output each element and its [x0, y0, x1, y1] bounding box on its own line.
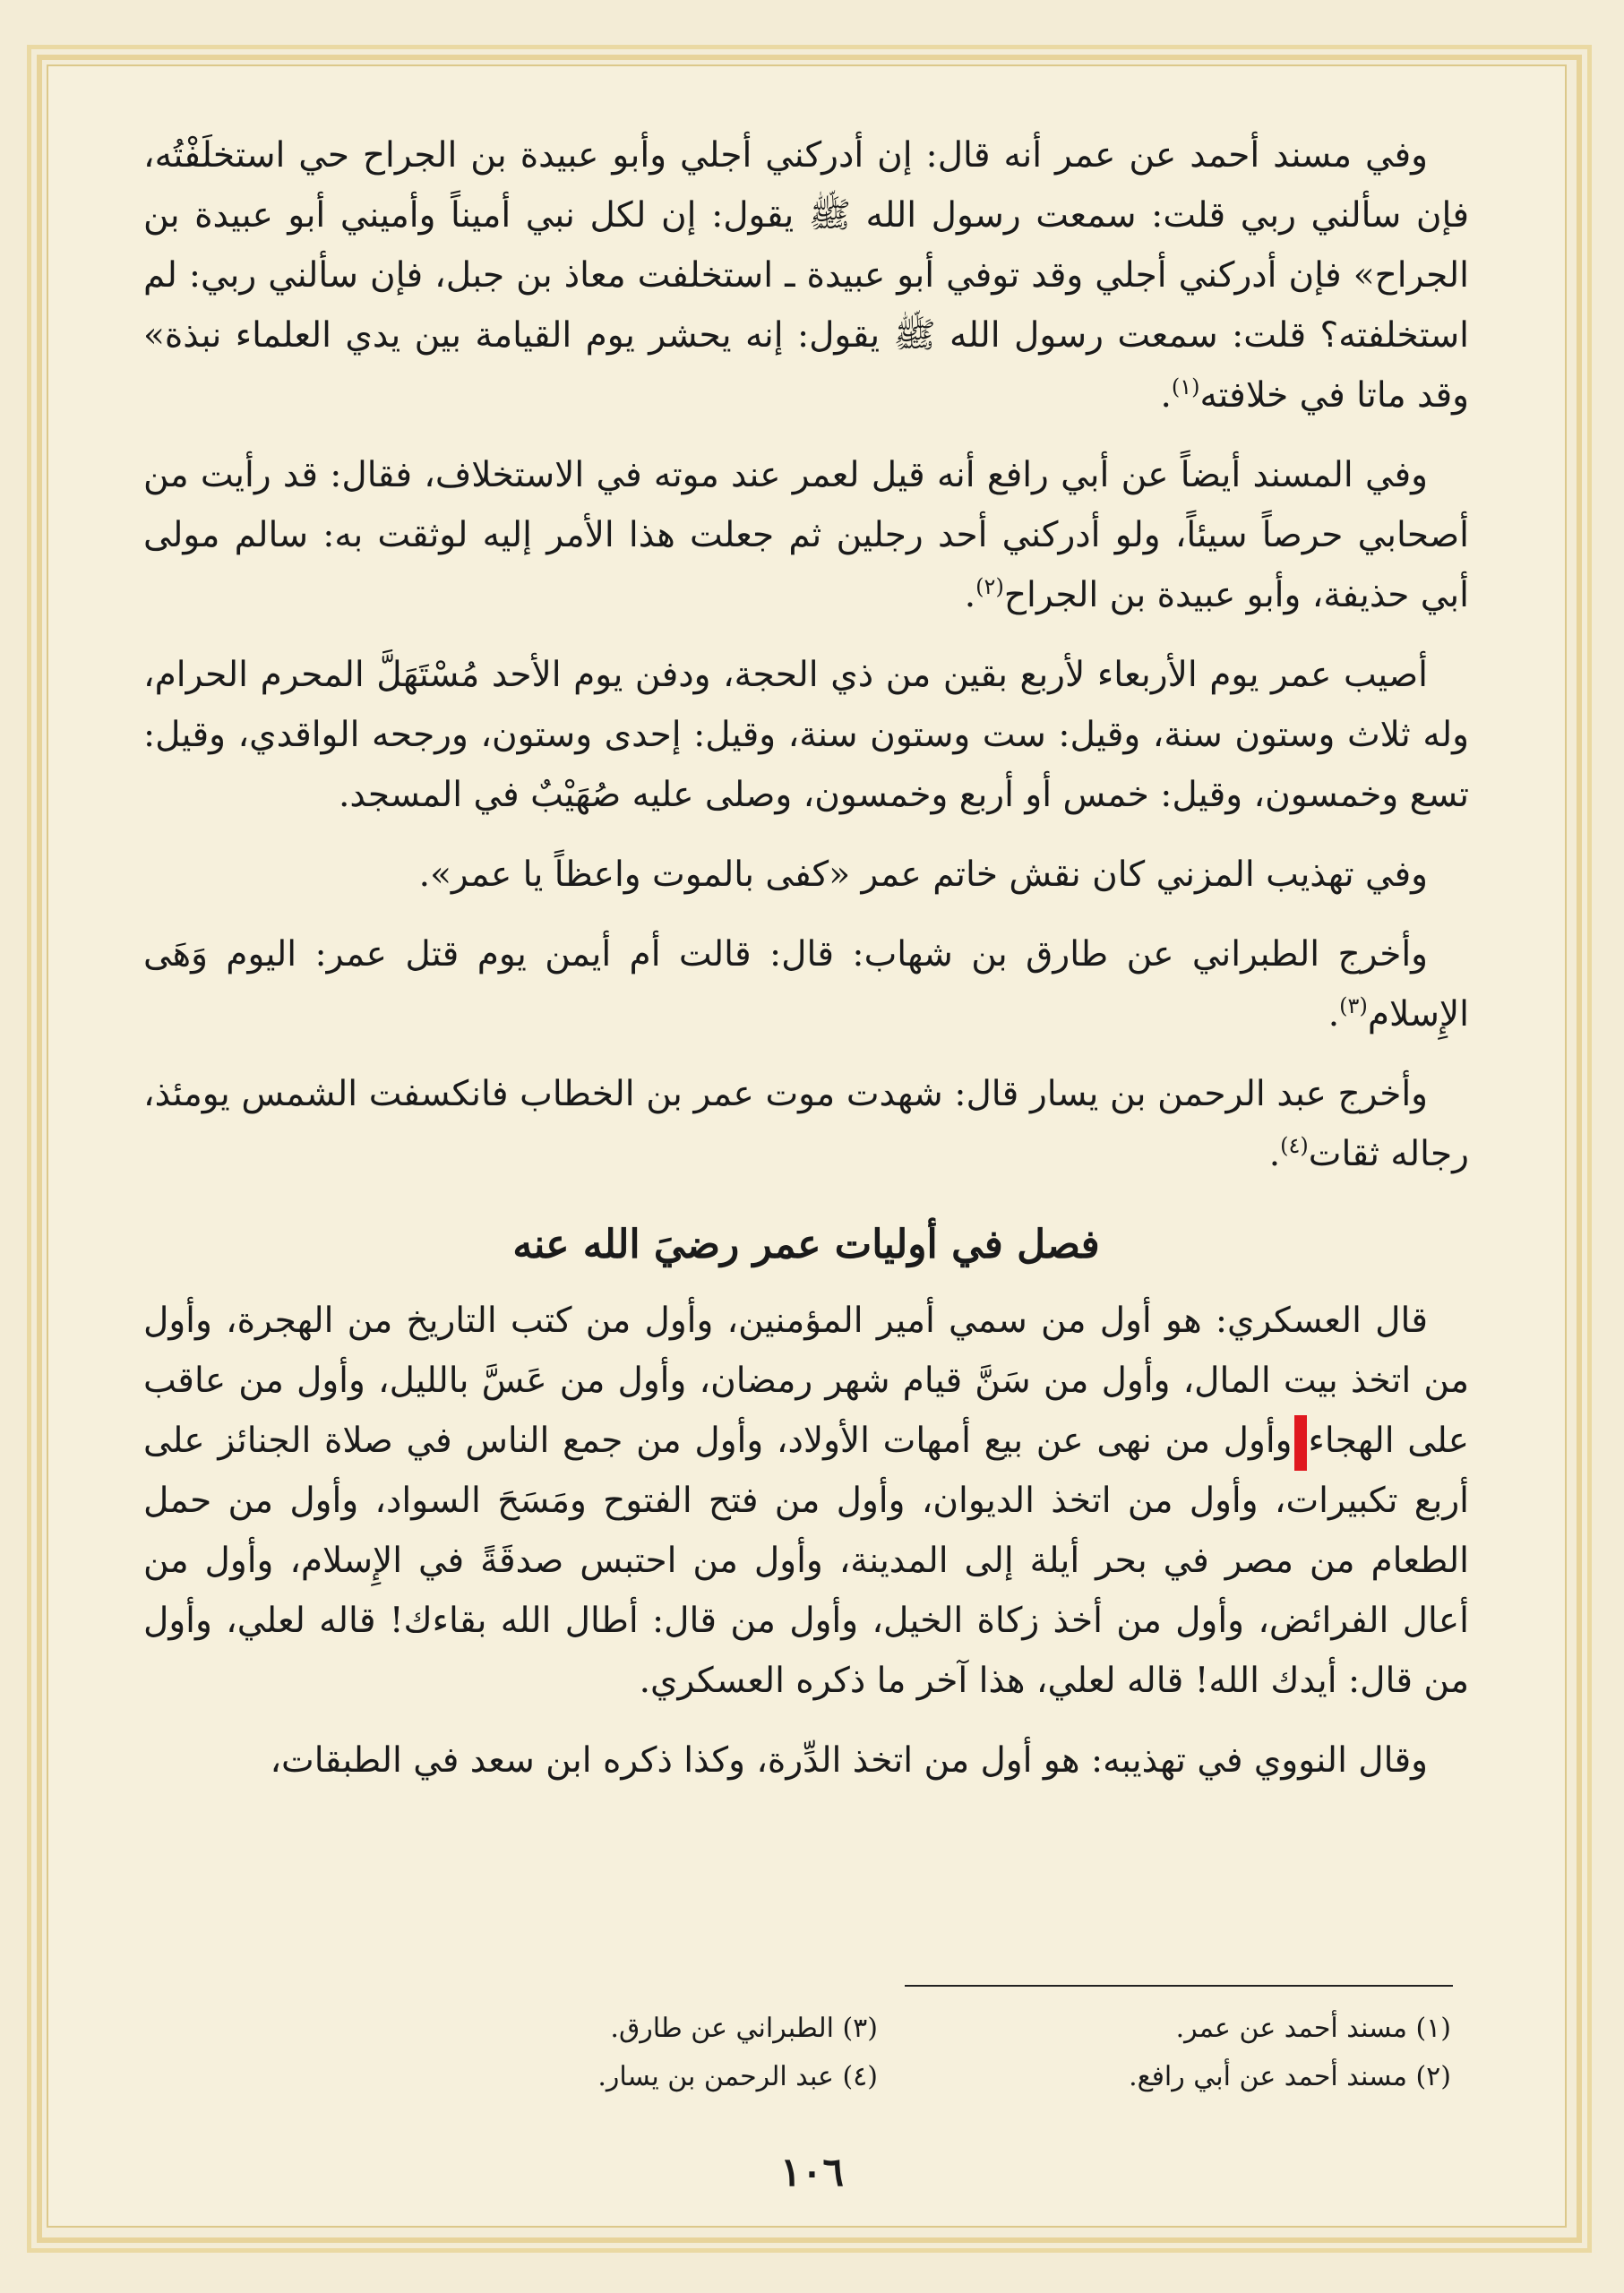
paragraph-2: وفي المسند أيضاً عن أبي رافع أنه قيل لعمر عند موته في الاستخلاف، فقال: قد رأيت من أصحابي حرصاً سيئاً، ولو أدركني أحد رجلين ثم جعلت هذا الأمر إليه لوثقت به: سالم مولى أبي حذيفة، وأبو عبيدة بن الجراح$^{(٢)}$.	[143, 455, 1469, 615]
paragraph-6: وأخرج عبد الرحمن بن يسار قال: شهدت موت عمر بن الخطاب فانكسفت الشمس يومئذ، رجاله ثقات$^{(٤)}$.	[143, 1074, 1469, 1174]
footnote-ref-1[interactable]: (١)	[1171, 374, 1200, 399]
paragraph-8	[143, 1730, 1469, 1791]
paragraph-7-text-start: قال العسكري: هو أول من سمي أمير المؤمنين، وأول من كتب التاريخ من الهجرة، وأول من اتخذ بيت المال، وأول من سَنَّ قيام شهر رمضان، وأول من عَسَّ بالليل، وأول من عاقب على الهجاء	[143, 1301, 1469, 1461]
paragraph-1-text: وفي مسند أحمد عن عمر أنه قال: إن أدركني أجلي وأبو عبيدة بن الجراح حي استخلَفْتُه، فإن سألني ربي قلت: سمعت رسول الله ﷺ يقول: إن لكل نبي أميناً وأميني أبو عبيدة بن الجراح» فإن أدركني أجلي وقد توفي أبو عبيدة ـ استخلفت معاذ بن جبل، فإن سألني ربي: لم استخلفته؟ قلت: سمعت رسول الله ﷺ يقول: إنه يحشر يوم القيامة بين يدي العلماء نبذة» وقد ماتا في خلافته	[143, 135, 1469, 416]
footnote-3: (٣) الطبراني عن طارق.	[610, 2013, 878, 2044]
page-body	[143, 125, 1469, 1810]
text-cursor-marker[interactable]	[1294, 1415, 1307, 1471]
paragraph-5-text: وأخرج الطبراني عن طارق بن شهاب: قال: قالت أم أيمن يوم قتل عمر: اليوم وَهَى الإِسلام	[143, 934, 1469, 1035]
section-heading: فصل في أوليات عمر رضيَ الله عنه	[512, 1222, 1100, 1267]
paragraph-4-text: وفي تهذيب المزني كان نقش خاتم عمر «كفى بالموت واعظاً يا عمر».	[418, 855, 1428, 895]
paragraph-7-text-end: وأول من نهى عن بيع أمهات الأولاد، وأول من جمع الناس في صلاة الجنائز على أربع تكبيرات، وأول من اتخذ الديوان، وأول من فتح الفتوح ومَسَحَ السواد، وأول من حمل الطعام من مصر في بحر أيلة إلى المدينة، وأول من احتبس صدقَةً في الإِسلام، وأول من أعال الفرائض، وأول من أخذ زكاة الخيل، وأول من قال: أطال الله بقاءك! قاله لعلي، وأول من قال: أيدك الله! قاله لعلي، هذا آخر ما ذكره العسكري.	[143, 1421, 1470, 1701]
paragraph-4	[143, 845, 1469, 905]
paragraph-3	[143, 645, 1469, 825]
footnotes	[340, 2005, 1451, 2101]
paragraph-3-text: أصيب عمر يوم الأربعاء لأربع بقين من ذي الحجة، ودفن يوم الأحد مُسْتَهَلَّ المحرم الحرام، وله ثلاث وستون سنة، وقيل: ست وستون سنة، وقيل: إحدى وستون، ورجحه الواقدي، وقيل: تسع وخمسون، وقيل: خمس أو أربع وخمسون، وصلى عليه صُهَيْبٌ في المسجد.	[143, 655, 1469, 815]
footnote-ref-2[interactable]: (٢)	[975, 574, 1004, 599]
page-number: ١٠٦	[780, 2150, 844, 2195]
paragraph-2-text: وفي المسند أيضاً عن أبي رافع أنه قيل لعمر عند موته في الاستخلاف، فقال: قد رأيت من أصحابي حرصاً سيئاً، ولو أدركني أحد رجلين ثم جعلت هذا الأمر إليه لوثقت به: سالم مولى أبي حذيفة، وأبو عبيدة بن الجراح	[143, 455, 1469, 615]
footnote-2: (٢) مسند أحمد عن أبي رافع.	[1129, 2061, 1451, 2092]
footnote-1: (١) مسند أحمد عن عمر.	[1175, 2013, 1451, 2044]
paragraph-8-text: وقال النووي في تهذيبه: هو أول من اتخذ الدِّرة، وكذا ذكره ابن سعد في الطبقات،	[270, 1740, 1428, 1781]
footnote-ref-4[interactable]: (٤)	[1280, 1133, 1309, 1158]
paragraph-7	[143, 1291, 1469, 1711]
footnote-divider	[905, 1985, 1453, 1987]
footnote-ref-3[interactable]: (٣)	[1339, 993, 1368, 1018]
footnote-4: (٤) عبد الرحمن بن يسار.	[597, 2061, 878, 2092]
paragraph-1: وفي مسند أحمد عن عمر أنه قال: إن أدركني أجلي وأبو عبيدة بن الجراح حي استخلَفْتُه، فإن سألني ربي قلت: سمعت رسول الله ﷺ يقول: إن لكل نبي أميناً وأميني أبو عبيدة بن الجراح» فإن أدركني أجلي وقد توفي أبو عبيدة ـ استخلفت معاذ بن جبل، فإن سألني ربي: لم استخلفته؟ قلت: سمعت رسول الله ﷺ يقول: إنه يحشر يوم القيامة بين يدي العلماء نبذة» وقد ماتا في خلافته$^{(١)}$.	[143, 135, 1469, 416]
paragraph-5: وأخرج الطبراني عن طارق بن شهاب: قال: قالت أم أيمن يوم قتل عمر: اليوم وَهَى الإِسلام$^{(٣)}$.	[143, 934, 1469, 1035]
paragraph-6-text: وأخرج عبد الرحمن بن يسار قال: شهدت موت عمر بن الخطاب فانكسفت الشمس يومئذ، رجاله ثقات	[143, 1074, 1469, 1174]
